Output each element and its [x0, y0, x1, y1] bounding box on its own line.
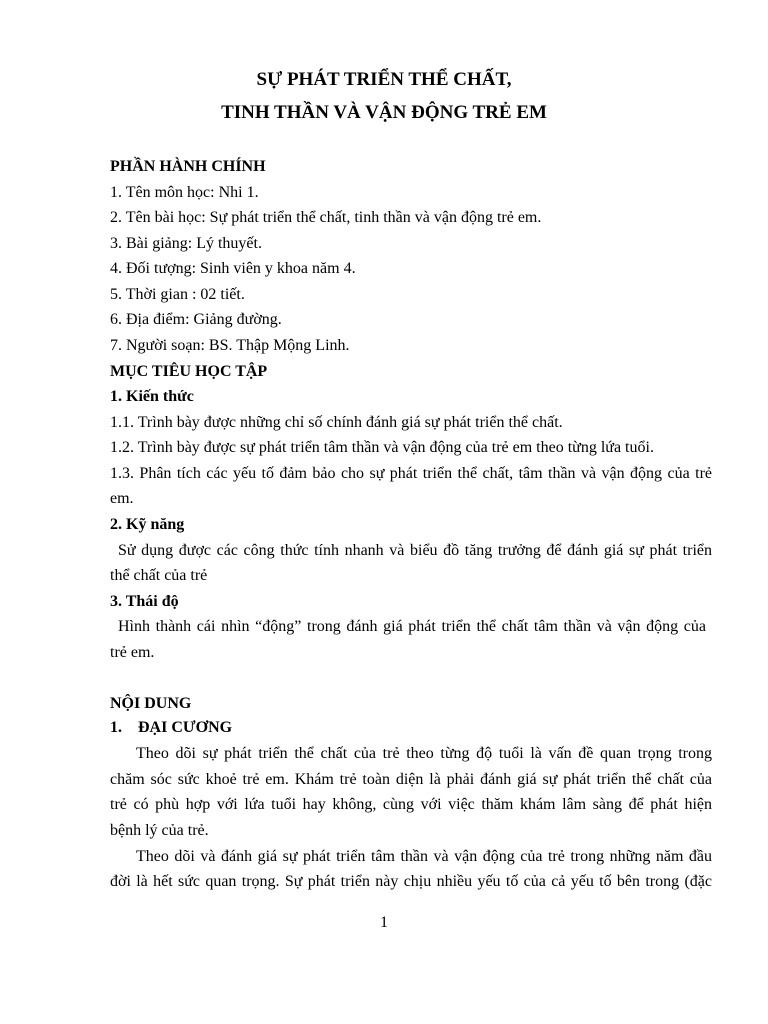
- section-1-title: ĐẠI CƯƠNG: [138, 719, 233, 736]
- admin-item: 6. Địa điểm: Giảng đường.: [110, 311, 282, 328]
- admin-item: 1. Tên môn học: Nhi 1.: [110, 184, 259, 201]
- admin-item: 4. Đối tượng: Sinh viên y khoa năm 4.: [110, 260, 356, 277]
- paragraph-2-line: đời là hết sức quan trọng. Sự phát triển này chịu nhiều yếu tố của cả yếu tố bên trong (đặc: [110, 873, 712, 890]
- paragraph-2-line: Theo dõi và đánh giá sự phát triển tâm thần và vận động của trẻ trong những năm đầu: [136, 848, 712, 865]
- page-number: 1: [380, 914, 388, 931]
- knowledge-line: 1.1. Trình bày được những chỉ số chính đánh giá sự phát triển thể chất.: [110, 414, 563, 431]
- paragraph-1-line: trẻ có phù hợp với lứa tuổi hay không, cùng với việc thăm khám lâm sàng để phát hiện: [110, 796, 712, 813]
- title-line-2: TINH THẦN VÀ VẬN ĐỘNG TRẺ EM: [221, 102, 547, 123]
- admin-item: 7. Người soạn: BS. Thập Mộng Linh.: [110, 337, 350, 354]
- knowledge-line: em.: [110, 490, 134, 507]
- skills-line: thể chất của trẻ: [110, 567, 208, 584]
- attitude-line: Hình thành cái nhìn “động” trong đánh giá phát triển thể chất tâm thần và vận động của: [118, 618, 706, 635]
- objectives-heading: MỤC TIÊU HỌC TẬP: [110, 363, 268, 380]
- content-heading: NỘI DUNG: [110, 695, 192, 712]
- admin-heading: PHẦN HÀNH CHÍNH: [110, 158, 266, 175]
- attitude-line: trẻ em.: [110, 644, 155, 661]
- admin-item: 5. Thời gian : 02 tiết.: [110, 286, 245, 303]
- paragraph-1-line: chăm sóc sức khoẻ trẻ em. Khám trẻ toàn diện là phải đánh giá sự phát triển thể chất của: [110, 771, 712, 788]
- paragraph-1-line: bệnh lý của trẻ.: [110, 822, 209, 839]
- section-1-heading: [110, 718, 712, 738]
- paragraph-1-line: Theo dõi sự phát triển thể chất của trẻ theo từng độ tuổi là vấn đề quan trọng trong: [136, 745, 712, 762]
- skills-heading: 2. Kỹ năng: [110, 516, 185, 533]
- knowledge-heading: 1. Kiến thức: [110, 388, 194, 405]
- admin-item: 2. Tên bài học: Sự phát triển thể chất, tinh thần và vận động trẻ em.: [110, 209, 542, 226]
- attitude-heading: 3. Thái độ: [110, 593, 179, 610]
- skills-line: Sử dụng được các công thức tính nhanh và biểu đồ tăng trưởng để đánh giá sự phát triển: [118, 542, 712, 559]
- knowledge-line: 1.2. Trình bày được sự phát triển tâm thần và vận động của trẻ em theo từng lứa tuổi.: [110, 439, 654, 456]
- admin-item: 3. Bài giảng: Lý thuyết.: [110, 235, 262, 252]
- knowledge-line: 1.3. Phân tích các yếu tố đảm bảo cho sự phát triển thể chất, tâm thần và vận động của trẻ: [110, 465, 712, 482]
- title-line-1: SỰ PHÁT TRIỂN THỂ CHẤT,: [256, 69, 512, 90]
- section-1-number: 1.: [110, 719, 122, 736]
